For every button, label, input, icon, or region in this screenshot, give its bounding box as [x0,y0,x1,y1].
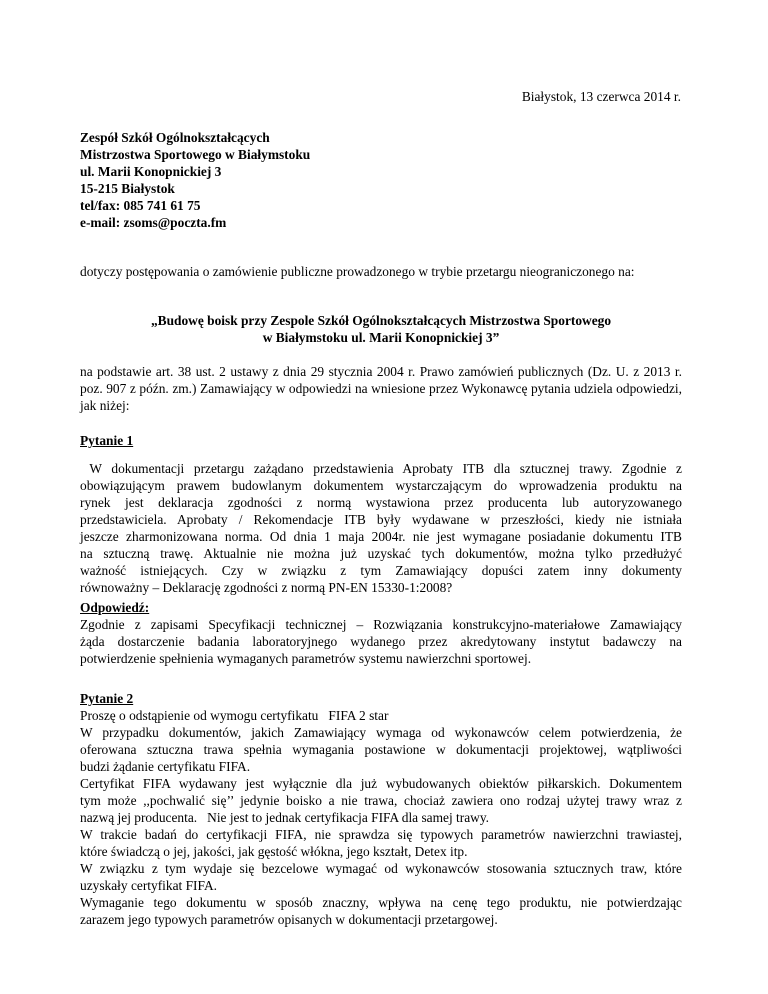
addressee-line: 15-215 Białystok [80,181,175,196]
question-2-body [80,707,682,928]
question-1-line: przedstawiciela. Aprobaty / Rekomendacje ITB były wydawane w przeszłości, kiedy nie istniała [80,512,682,527]
question-2-line: budzi żądanie certyfikatu FIFA. [80,759,251,774]
question-2-line: tym może ,,pochwalić się’’ jedynie boisko a nie trawa, chociaż zawiera ono rodzaj użytej trawy wraz z [80,793,682,808]
legal-basis-paragraph: na podstawie art. 38 ust. 2 ustawy z dnia 29 stycznia 2004 r. Prawo zamówień publicznych (Dz. U. z 2013 r. poz. 907 z późn. zm.) Zamawiający w odpowiedzi na wniesione przez Wykonawcę pytania udziela odpowiedzi, jak niżej: [80,364,682,413]
question-1-body [80,460,682,596]
question-1-line: równoważny – Deklarację zgodności z normą PN-EN 15330-1:2008? [80,580,453,595]
question-2-title: Pytanie 2 [80,691,134,706]
answer-1-line: żąda dostarczenie badania laboratoryjnego wydanego przez akredytowany instytut badawczy na [80,634,682,649]
addressee-line: Mistrzostwa Sportowego w Białymstoku [80,147,311,162]
question-1-line: obowiązującym prawem budowlanym dokumentem wystarczającym do wprowadzenia produktu na [80,478,682,493]
addressee-line: Zespół Szkół Ogólnokształcących [80,130,270,145]
question-1-line: na sztuczną trawę. Aktualnie nie można już uzyskać tych dokumentów, można tylko przedłużyć [80,546,682,561]
question-2-line: W trakcie badań do certyfikacji FIFA, nie sprawdza się typowych parametrów nawierzchni trawiastej, [80,827,682,842]
question-2-line: Proszę o odstąpienie od wymogu certyfikatu FIFA 2 star [80,708,389,723]
addressee-email: e-mail: zsoms@poczta.fm [80,215,227,230]
addressee-line: tel/fax: 085 741 61 75 [80,198,201,213]
answer-1-title: Odpowiedź: [80,600,150,615]
question-2-line: W związku z tym wydaje się bezcelowe wymagać od wykonawców stosowania sztucznych traw, które [80,861,682,876]
question-2-line: zarazem jego typowych parametrów opisanych w dokumentacji przetargowej. [80,912,498,927]
date-line: Białystok, 13 czerwca 2014 r. [521,89,681,104]
tender-subject [80,312,682,346]
question-2-line: nazwą jej producenta. Nie jest to jednak certyfikacja FIFA dla samej trawy. [80,810,490,825]
question-1-line: jeszcze zharmonizowana norma. Od dnia 1 maja 2004r. nie jest wymagane posiadanie dokumentu ITB [80,529,682,544]
question-1-line: rynek jest deklaracja zgodności z normą wystawiona przez producenta lub autoryzowanego [80,495,682,510]
concerns-paragraph: dotyczy postępowania o zamówienie publiczne prowadzonego w trybie przetargu nieograniczonego na: [80,264,635,279]
addressee-line: ul. Marii Konopnickiej 3 [80,164,222,179]
question-2-line: Certyfikat FIFA wydawany jest wyłącznie dla już wybudowanych obiektów piłkarskich. Dokumentem [80,776,682,791]
tender-subject-line: „Budowę boisk przy Zespole Szkół Ogólnokształcących Mistrzostwa Sportowego [150,313,612,328]
tender-subject-line: w Białymstoku ul. Marii Konopnickiej 3” [262,330,500,345]
question-2-line: które świadczą o jej, jakości, jak gęstość włókna, jego kształt, Detex itp. [80,844,468,859]
question-2-line: Wymaganie tego dokumentu w sposób znaczny, wpływa na cenę tego produktu, nie potwierdzając [80,895,682,910]
answer-1-line: Zgodnie z zapisami Specyfikacji technicznej – Rozwiązania konstrukcyjno-materiałowe Zamawiający [80,617,682,632]
question-1-line: W dokumentacji przetargu zażądano przedstawienia Aprobaty ITB dla sztucznej trawy. Zgodnie z [80,461,682,476]
question-2-line: oferowana sztuczna trawa spełnia wymagania postawione w dokumentacji projektowej, wątpliwości [80,742,682,757]
question-1-line: ważność istniejących. Czy w związku z tym Zamawiający dopuści zatem inny dokumenty [80,563,682,578]
addressee-block [80,129,310,231]
question-2-line: uzyskały certyfikat FIFA. [80,878,217,893]
question-2-line: W przypadku dokumentów, jakich Zamawiający wymaga od wykonawców celem potwierdzenia, że [80,725,682,740]
answer-1-body [80,616,682,667]
answer-1-line: potwierdzenie spełnienia wymaganych parametrów systemu nawierzchni sportowej. [80,651,532,666]
question-1-title: Pytanie 1 [80,433,134,448]
